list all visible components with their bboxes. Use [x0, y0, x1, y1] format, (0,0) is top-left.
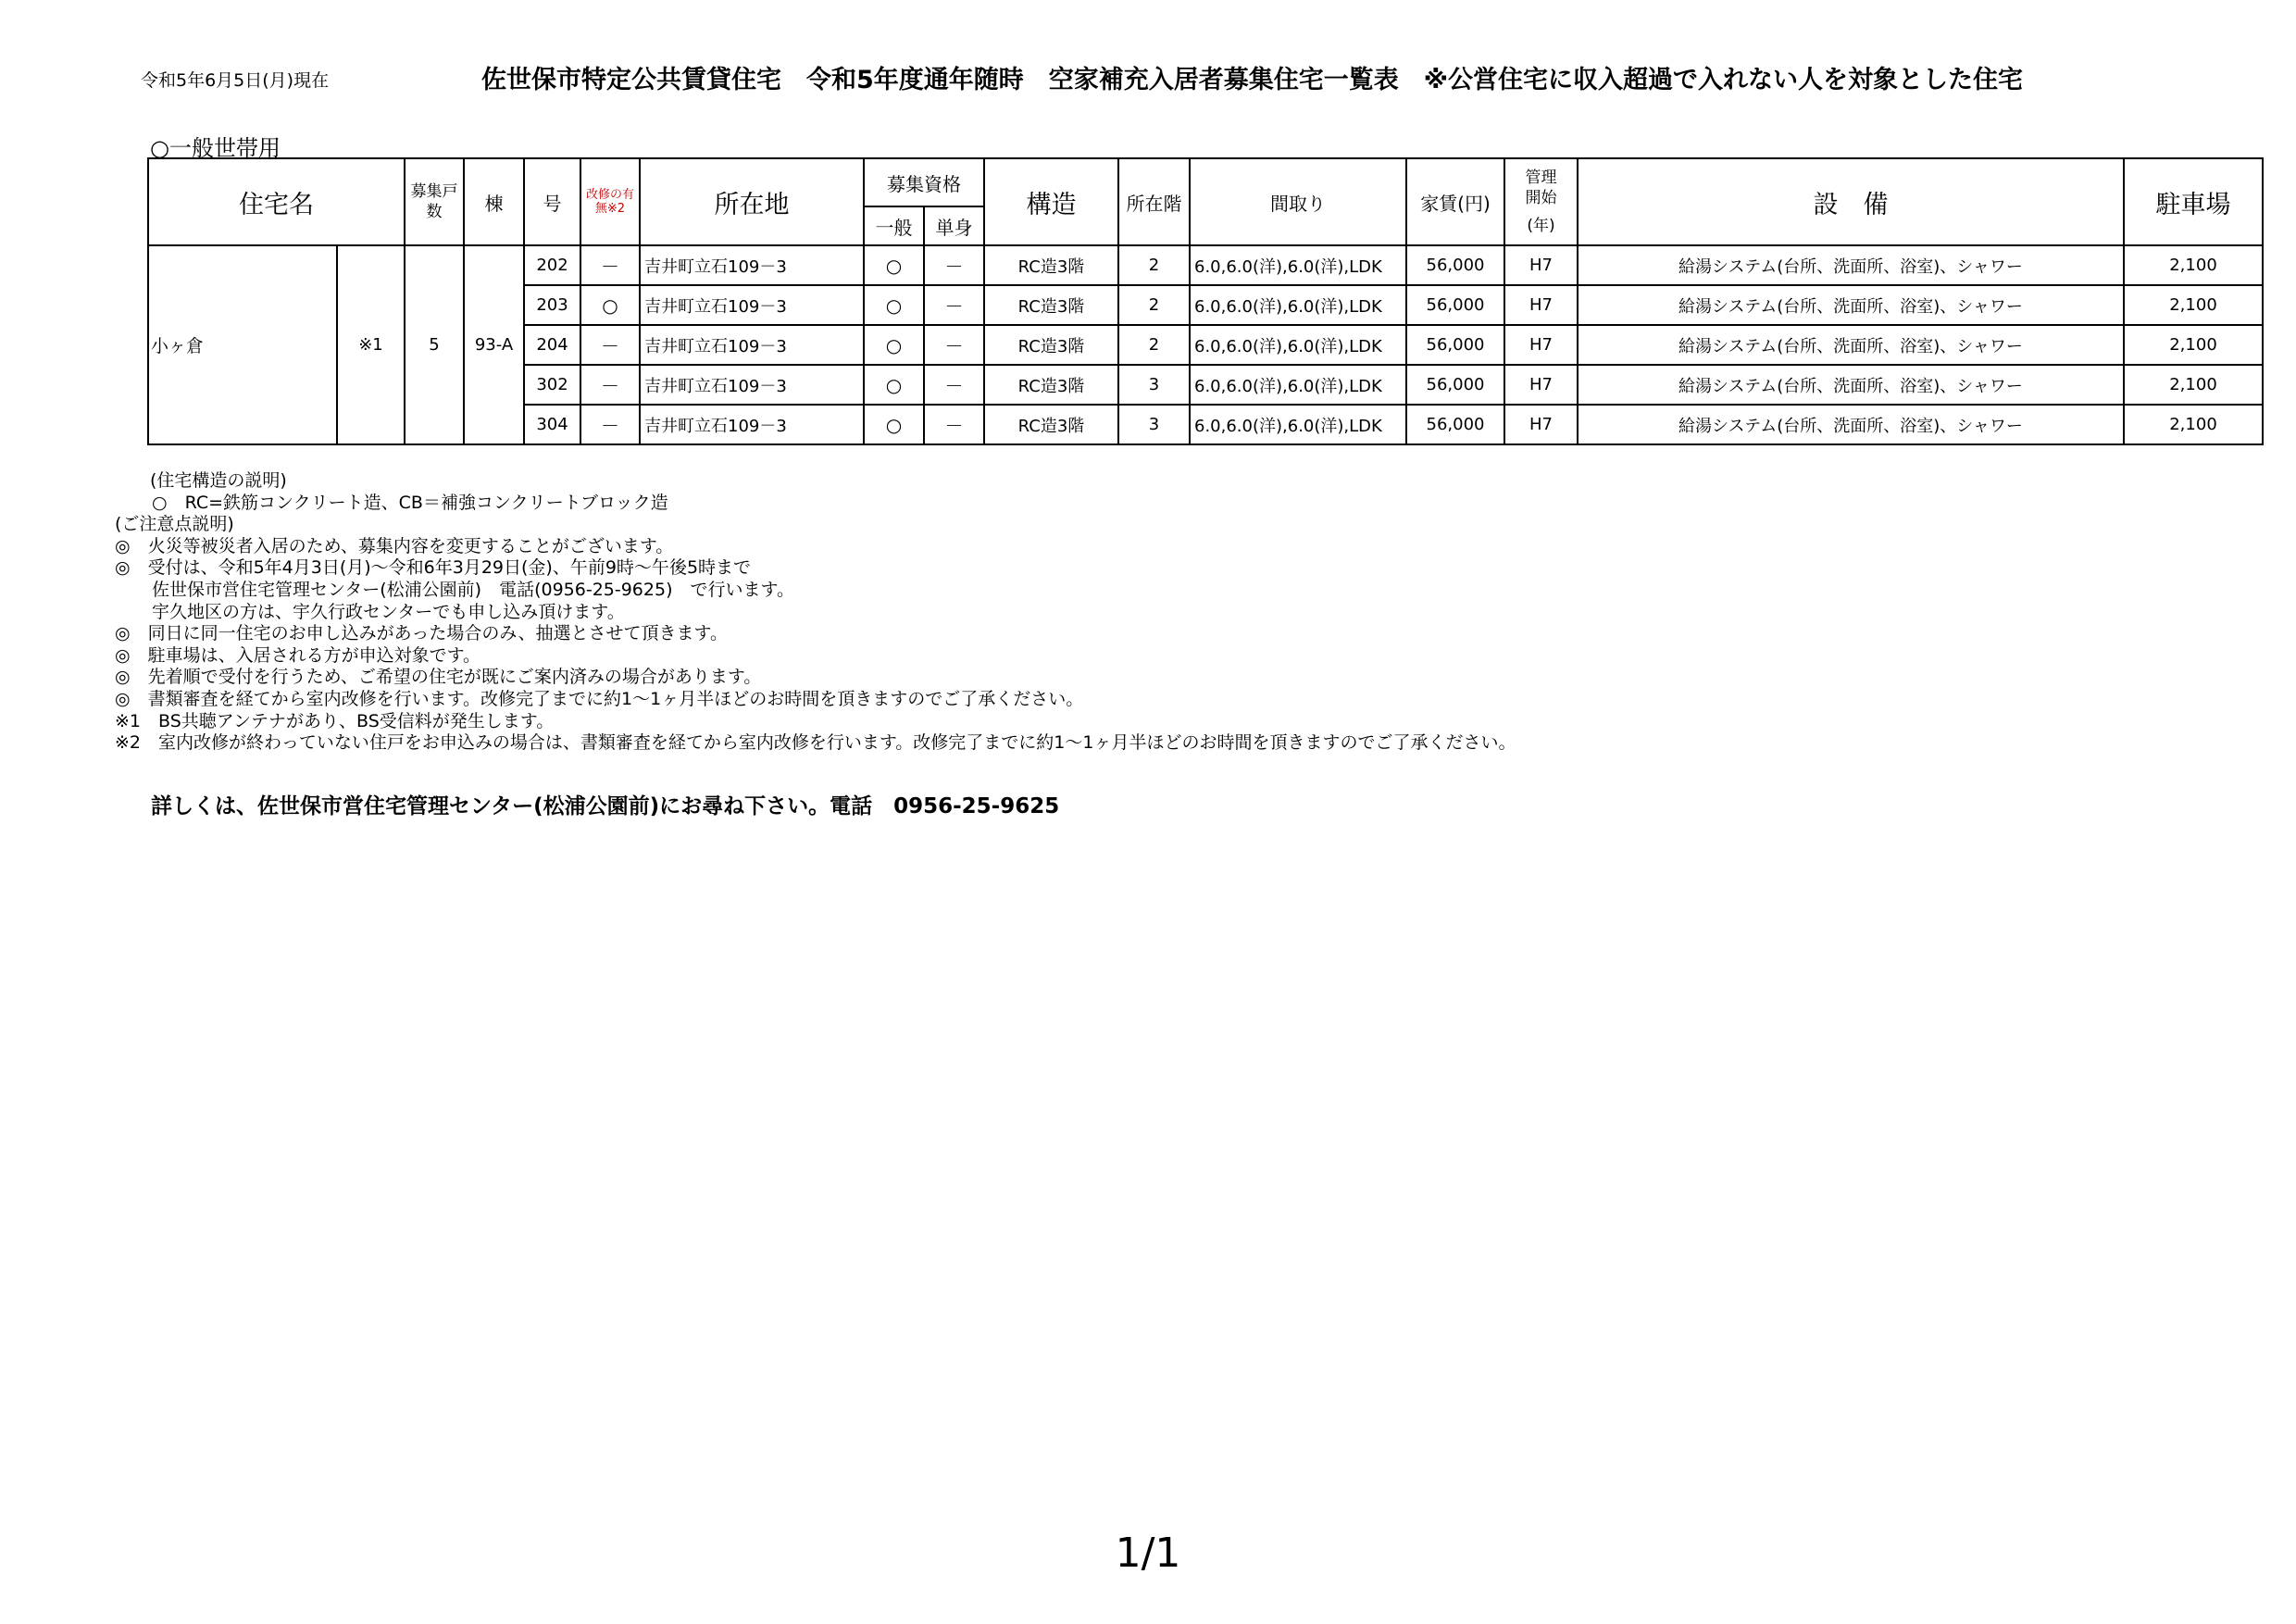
header-count: 募集戸数: [405, 158, 464, 245]
unit-address: 吉井町立石109－3: [640, 285, 864, 325]
structure-text: ○ RC=鉄筋コンクリート造、CB＝補強コンクリートブロック造: [152, 492, 668, 513]
unit-structure: RC造3階: [984, 405, 1118, 444]
unit-structure: RC造3階: [984, 245, 1118, 285]
unit-qual-single: －: [924, 285, 984, 325]
housing-table: [147, 157, 2264, 445]
unit-qual-single: －: [924, 325, 984, 365]
housing-name: 小ヶ倉: [148, 245, 337, 444]
unit-parking: 2,100: [2124, 285, 2263, 325]
unit-floor: 2: [1118, 325, 1190, 365]
unit-parking: 2,100: [2124, 405, 2263, 444]
notes-section: [115, 470, 1516, 755]
caution-title: (ご注意点説明): [115, 514, 234, 535]
unit-layout: 6.0,6.0(洋),6.0(洋),LDK: [1190, 245, 1406, 285]
unit-number: 203: [524, 285, 580, 325]
header-qual-general: 一般: [864, 206, 924, 245]
unit-rent: 56,000: [1406, 245, 1504, 285]
unit-address: 吉井町立石109－3: [640, 405, 864, 444]
unit-layout: 6.0,6.0(洋),6.0(洋),LDK: [1190, 285, 1406, 325]
unit-rent: 56,000: [1406, 325, 1504, 365]
unit-layout: 6.0,6.0(洋),6.0(洋),LDK: [1190, 405, 1406, 444]
page-number: 1/1: [1115, 1530, 1181, 1577]
unit-structure: RC造3階: [984, 365, 1118, 405]
unit-renovation: －: [580, 245, 640, 285]
unit-qual-single: －: [924, 365, 984, 405]
note-line: ◎ 書類審査を経てから室内改修を行います。改修完了までに約1～1ヶ月半ほどのお時間を頂きますのでご了承ください。: [115, 688, 1084, 709]
unit-number: 202: [524, 245, 580, 285]
note-line: ◎ 受付は、令和5年4月3日(月)～令和6年3月29日(金)、午前9時～午後5時まで: [115, 557, 752, 579]
unit-floor: 2: [1118, 245, 1190, 285]
header-rent: 家賃(円): [1406, 158, 1504, 245]
unit-equipment: 給湯システム(台所、洗面所、浴室)、シャワー: [1578, 245, 2124, 285]
header-qualification: 募集資格: [864, 158, 984, 206]
unit-structure: RC造3階: [984, 285, 1118, 325]
unit-management-start: H7: [1504, 365, 1578, 405]
unit-management-start: H7: [1504, 245, 1578, 285]
structure-title: (住宅構造の説明): [150, 470, 287, 491]
header-equipment: 設 備: [1578, 158, 2124, 245]
header-management-bottom: (年): [1527, 217, 1555, 235]
unit-parking: 2,100: [2124, 325, 2263, 365]
unit-renovation: －: [580, 325, 640, 365]
unit-renovation: －: [580, 365, 640, 405]
unit-floor: 3: [1118, 365, 1190, 405]
header-management-start: [1504, 158, 1578, 245]
note-line: ※1 BS共聴アンテナがあり、BS受信料が発生します。: [115, 710, 555, 731]
header-renovation: 改修の有無※2: [580, 158, 640, 245]
unit-management-start: H7: [1504, 285, 1578, 325]
note-line: 宇久地区の方は、宇久行政センターでも申し込み頂けます。: [152, 601, 625, 622]
note-line: ◎ 同日に同一住宅のお申し込みがあった場合のみ、抽選とさせて頂きます。: [115, 623, 729, 644]
unit-management-start: H7: [1504, 405, 1578, 444]
unit-qual-single: －: [924, 405, 984, 444]
unit-layout: 6.0,6.0(洋),6.0(洋),LDK: [1190, 325, 1406, 365]
unit-rent: 56,000: [1406, 285, 1504, 325]
unit-structure: RC造3階: [984, 325, 1118, 365]
housing-building: 93-A: [464, 245, 524, 444]
date-line: 令和5年6月5日(月)現在: [141, 70, 330, 91]
header-building: 棟: [464, 158, 524, 245]
unit-layout: 6.0,6.0(洋),6.0(洋),LDK: [1190, 365, 1406, 405]
category-label: ○一般世帯用: [150, 135, 281, 161]
unit-qual-general: ○: [864, 285, 924, 325]
note-line: ※2 室内改修が終わっていない住戸をお申込みの場合は、書類審査を経てから室内改修を行います。改修完了までに約1～1ヶ月半ほどのお時間を頂きますのでご了承ください。: [115, 732, 1516, 754]
unit-floor: 2: [1118, 285, 1190, 325]
unit-qual-general: ○: [864, 325, 924, 365]
unit-floor: 3: [1118, 405, 1190, 444]
header-management-top: 管理開始: [1525, 169, 1557, 207]
table-row: [148, 245, 2263, 285]
unit-renovation: ○: [580, 285, 640, 325]
unit-qual-general: ○: [864, 365, 924, 405]
header-number: 号: [524, 158, 580, 245]
unit-equipment: 給湯システム(台所、洗面所、浴室)、シャワー: [1578, 285, 2124, 325]
page-title: 佐世保市特定公共賃貸住宅 令和5年度通年随時 空家補充入居者募集住宅一覧表 ※公営住宅に収入超過で入れない人を対象とした住宅: [481, 66, 2024, 94]
unit-equipment: 給湯システム(台所、洗面所、浴室)、シャワー: [1578, 365, 2124, 405]
header-layout: 間取り: [1190, 158, 1406, 245]
unit-equipment: 給湯システム(台所、洗面所、浴室)、シャワー: [1578, 325, 2124, 365]
housing-count: 5: [405, 245, 464, 444]
note-line: 佐世保市営住宅管理センター(松浦公園前) 電話(0956-25-9625) で行います。: [152, 579, 794, 600]
unit-management-start: H7: [1504, 325, 1578, 365]
header-qual-single: 単身: [924, 206, 984, 245]
unit-rent: 56,000: [1406, 405, 1504, 444]
header-name: 住宅名: [148, 158, 405, 245]
header-structure: 構造: [984, 158, 1118, 245]
unit-parking: 2,100: [2124, 365, 2263, 405]
contact-info: 詳しくは、佐世保市営住宅管理センター(松浦公園前)にお尋ね下さい。電話 0956-25-9625: [151, 794, 1060, 818]
unit-parking: 2,100: [2124, 245, 2263, 285]
unit-address: 吉井町立石109－3: [640, 245, 864, 285]
unit-renovation: －: [580, 405, 640, 444]
header-floor: 所在階: [1118, 158, 1190, 245]
note-line: ◎ 火災等被災者入居のため、募集内容を変更することがございます。: [115, 535, 674, 556]
unit-address: 吉井町立石109－3: [640, 365, 864, 405]
unit-equipment: 給湯システム(台所、洗面所、浴室)、シャワー: [1578, 405, 2124, 444]
unit-qual-single: －: [924, 245, 984, 285]
note-line: ◎ 駐車場は、入居される方が申込対象です。: [115, 644, 481, 666]
unit-rent: 56,000: [1406, 365, 1504, 405]
unit-number: 302: [524, 365, 580, 405]
unit-number: 304: [524, 405, 580, 444]
unit-address: 吉井町立石109－3: [640, 325, 864, 365]
unit-qual-general: ○: [864, 245, 924, 285]
unit-qual-general: ○: [864, 405, 924, 444]
housing-note: ※1: [337, 245, 405, 444]
unit-number: 204: [524, 325, 580, 365]
header-address: 所在地: [640, 158, 864, 245]
header-parking: 駐車場: [2124, 158, 2263, 245]
note-line: ◎ 先着順で受付を行うため、ご希望の住宅が既にご案内済みの場合があります。: [115, 667, 762, 688]
